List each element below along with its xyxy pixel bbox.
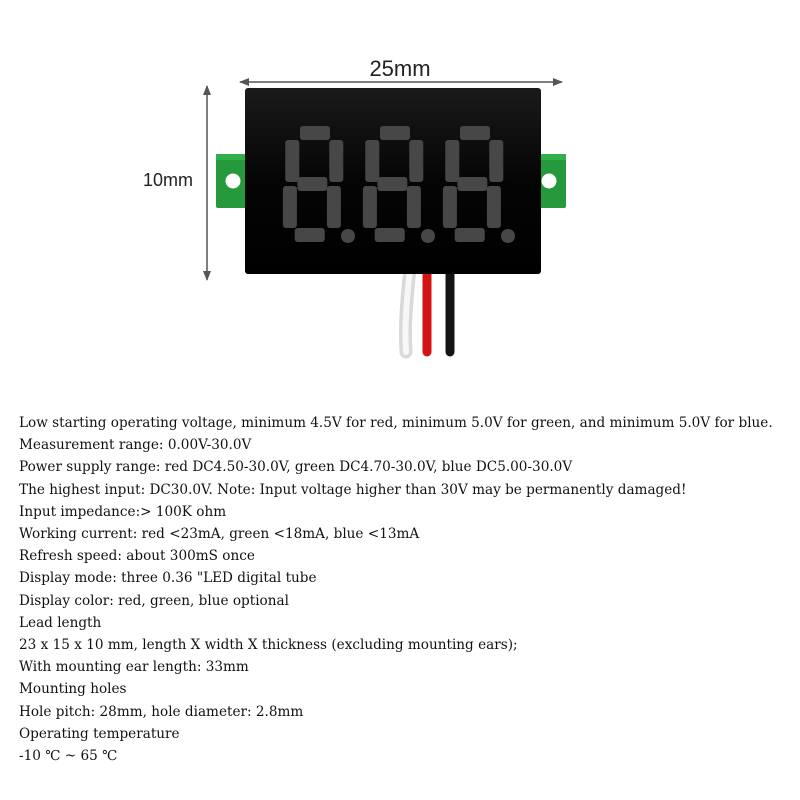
segment — [365, 140, 379, 182]
spec-line: The highest input: DC30.0V. Note: Input voltage higher than 30V may be permanently damaged! — [19, 481, 687, 498]
spec-line: -10 ℃ ~ 65 ℃ — [19, 748, 118, 765]
spec-line: Working current: red <23mA, green <18mA, blue <13mA — [19, 526, 420, 543]
spec-line: Power supply range: red DC4.50-30.0V, green DC4.70-30.0V, blue DC5.00-30.0V — [19, 459, 573, 476]
segment — [375, 228, 405, 242]
spec-line: Mounting holes — [19, 681, 127, 698]
spec-line: 23 x 15 x 10 mm, length X width X thickness (excluding mounting ears); — [19, 637, 518, 654]
segment — [489, 140, 503, 182]
spec-line: Input impedance:> 100K ohm — [19, 503, 227, 520]
spec-line: Operating temperature — [19, 725, 180, 742]
segment — [407, 186, 421, 228]
decimal-point — [501, 229, 515, 243]
segment — [460, 126, 490, 140]
segment — [297, 177, 327, 191]
segment — [283, 186, 297, 228]
segment — [327, 186, 341, 228]
decimal-point — [421, 229, 435, 243]
spec-line: Low starting operating voltage, minimum 4.5V for red, minimum 5.0V for green, and minimum 5.0V for blue. — [19, 415, 773, 431]
segment — [457, 177, 487, 191]
decimal-point — [341, 229, 355, 243]
width-dimension-label: 25mm — [369, 56, 431, 81]
right-mounting-hole — [542, 174, 557, 189]
segment — [455, 228, 485, 242]
segment — [377, 177, 407, 191]
segment — [380, 126, 410, 140]
segment — [445, 140, 459, 182]
spec-line: Display color: red, green, blue optional — [19, 592, 289, 609]
segment — [443, 186, 457, 228]
spec-line: With mounting ear length: 33mm — [19, 659, 249, 676]
height-dimension-label: 10mm — [142, 170, 193, 190]
segment — [329, 140, 343, 182]
spec-line: Measurement range: 0.00V-30.0V — [19, 437, 252, 454]
specification-list — [19, 412, 794, 767]
left-mounting-hole — [226, 174, 241, 189]
spec-line: Lead length — [19, 614, 102, 631]
segment — [409, 140, 423, 182]
product-figure — [0, 0, 800, 390]
lead-wires — [405, 268, 450, 352]
segment — [300, 126, 330, 140]
segment — [363, 186, 377, 228]
segment — [487, 186, 501, 228]
spec-line: Display mode: three 0.36 "LED digital tube — [19, 570, 317, 587]
segment — [285, 140, 299, 182]
spec-line: Hole pitch: 28mm, hole diameter: 2.8mm — [19, 703, 304, 720]
segment — [295, 228, 325, 242]
spec-line: Refresh speed: about 300mS once — [19, 548, 255, 565]
